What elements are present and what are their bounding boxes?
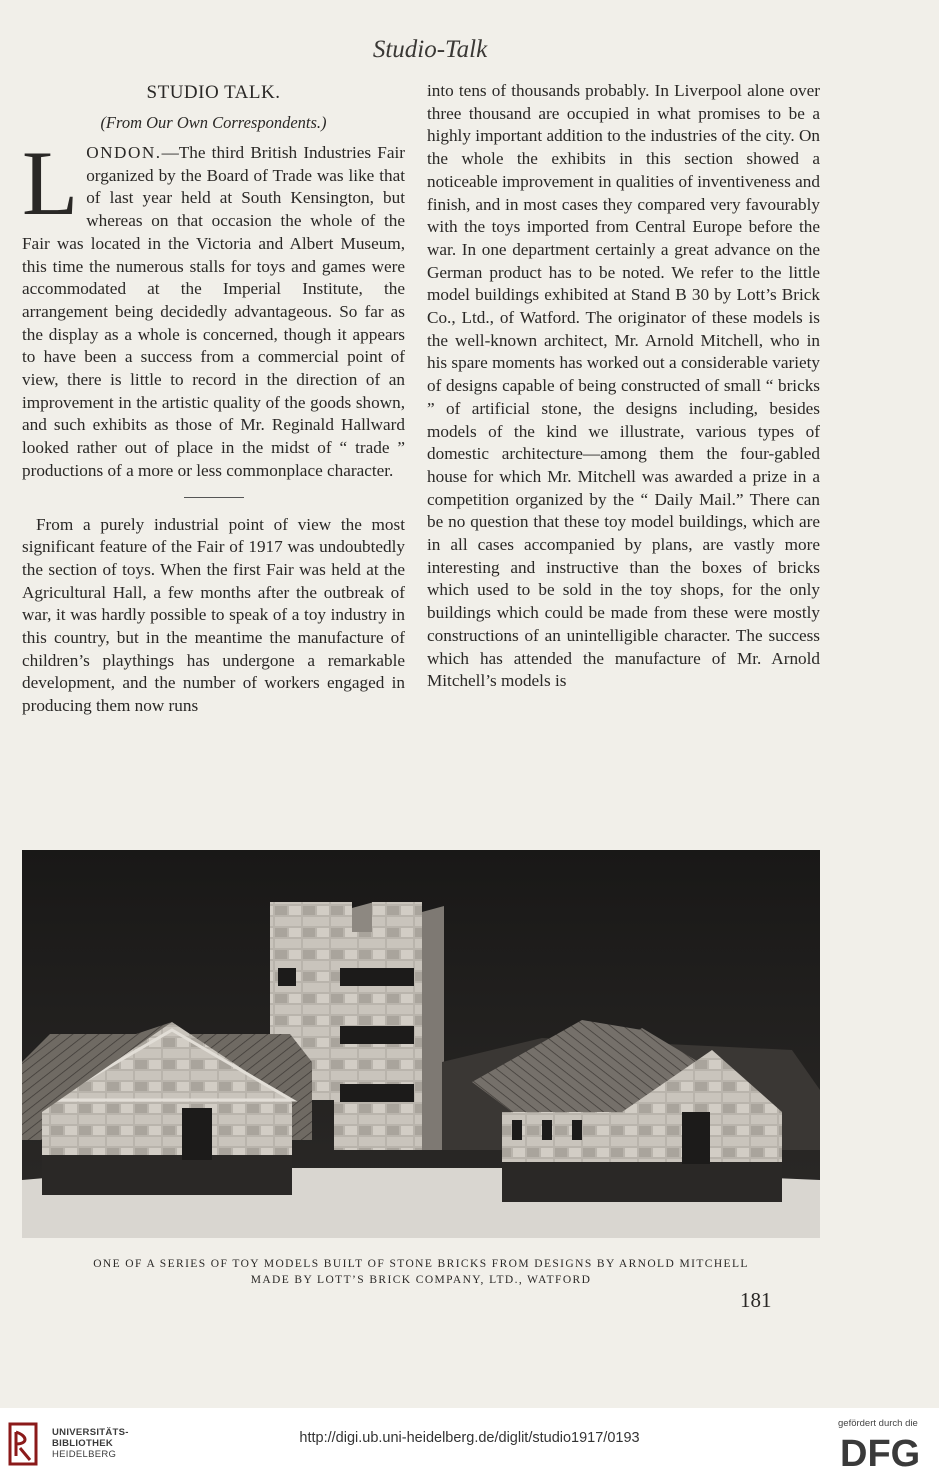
drop-cap: L (22, 132, 79, 234)
right-column (427, 80, 820, 693)
source-url-link[interactable]: http://digi.ub.uni-heidelberg.de/diglit/studio1917/0193 (299, 1430, 640, 1446)
library-name-line-2: BIBLIOTHEK (52, 1438, 114, 1449)
paragraph-london-text: —The third British Industries Fair organized by the Board of Trade was like that of last year held at South Kensington, but whereas on that occasion the whole of the Fair was located in the Victoria and Albert Museum, this time the numerous stalls for toys and games were accommodated at the Imperial Institute, the arrangement being decidedly advantageous. So far as the display as a whole is concerned, though it appears to have been a success from a commercial point of view, there is little to record in the direction of an improvement in the artistic quality of the goods shown, and such exhibits as those of Mr. Reginald Hallward looked rather out of place in the midst of “ trade ” productions of a more or less commonplace character. (22, 143, 405, 480)
page-number: 181 (740, 1288, 772, 1312)
dfg-logo-text: DFG (840, 1433, 921, 1472)
section-divider (184, 497, 244, 498)
paragraph-continued: into tens of thousands probably. In Liverpool alone over three thousand are occupied in what promises to be a highly important addition to the industries of the city. On the whole the exhibits in this section showed a noticeable improvement in qualities of inventiveness and finish, and in most cases they compared very favourably with the toys imported from Central Europe before the war. In one department certainly a great advance on the German product has to be noted. We refer to the little model buildings exhibited at Stand B 30 by Lott’s Brick Co., Ltd., of Watford. The originator of these models is the well-known architect, Mr. Arnold Mitchell, who in his spare moments has worked out a considerable variety of designs capable of being constructed of small “ bricks ” of artificial stone, the designs including, besides models of the kind we illustrate, various types of domestic architecture—among them the four-gabled house for which Mr. Mitchell was awarded a prize in a competition organized by the “ Daily Mail.” There can be no question that these toy model buildings, which are in all cases accompanied by plans, are vastly more interesting and instructive than the boxes of bricks which used to be sold in the toy shops, for the only buildings which could be made from these were mostly constructions of an unintelligible character. The success which has attended the manufacture of Mr. Arnold Mitchell’s models is (427, 81, 820, 691)
section-title: STUDIO TALK. (146, 82, 281, 103)
paragraph-industrial: From a purely industrial point of view the most significant feature of the Fair of 1917 was undoubtedly the section of toys. When the first Fair was held at the Agricultural Hall, a few months after the outbreak of war, it was hardly possible to speak of a toy industry in this country, but in the meantime the manufacture of children’s playthings has undergone a remarkable development, and the number of workers engaged in producing them now runs (22, 514, 405, 716)
figure-caption (22, 1256, 820, 1288)
paragraph-lead: ONDON. (86, 143, 162, 162)
caption-line-2: MADE BY LOTT’S BRICK COMPANY, LTD., WATFORD (250, 1274, 592, 1286)
digitization-footer (0, 1408, 939, 1480)
byline: (From Our Own Correspondents.) (100, 113, 327, 132)
toy-model-photograph (22, 850, 820, 1238)
library-name-line-1: UNIVERSITÄTS- (52, 1427, 129, 1438)
library-name-line-3: HEIDELBERG (52, 1449, 117, 1460)
running-head: Studio-Talk (372, 36, 488, 63)
dfg-logo-icon (838, 1432, 930, 1472)
caption-line-1: ONE OF A SERIES OF TOY MODELS BUILT OF STONE BRICKS FROM DESIGNS BY ARNOLD MITCHELL (93, 1258, 749, 1270)
left-column (22, 80, 405, 718)
paragraph-london (22, 132, 405, 483)
funded-by-label: gefördert durch die (838, 1418, 918, 1429)
